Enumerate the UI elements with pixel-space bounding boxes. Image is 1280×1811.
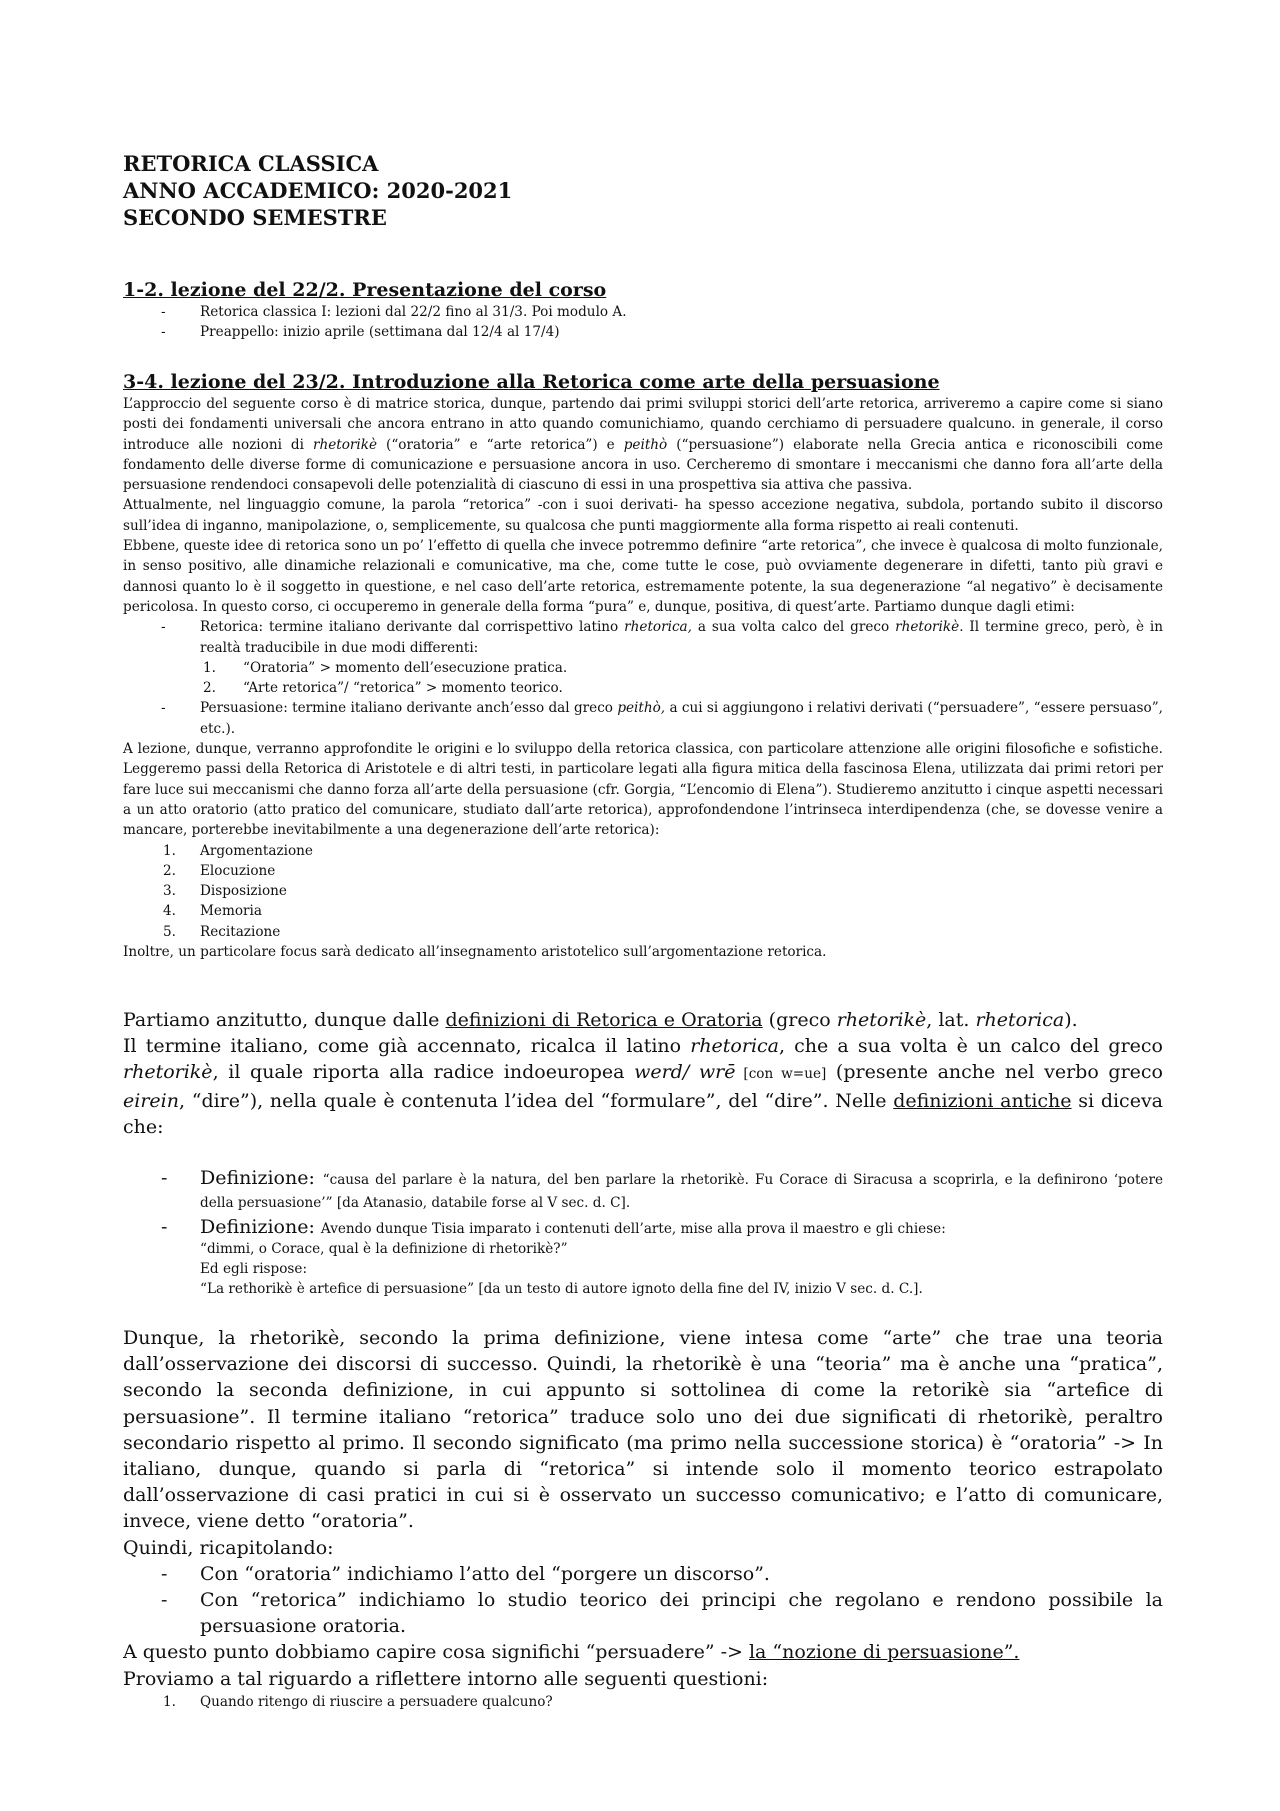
definition-item: - Definizione: “causa del parlare è la natura, del ben parlare la rhetorikè. Fu Corace di Siracusa a scoprirla, e la definirono ‘potere della persuasione’” [da Atanasio, databile forse al V sec. d. C]. [123,1167,1163,1213]
sub-list [123,658,1163,699]
list-item: 1. “Oratoria” > momento dell’esecuzione pratica. [203,659,568,676]
lesson-2-body [123,394,1163,962]
academic-year: ANNO ACCADEMICO: 2020-2021 [123,178,513,203]
lesson-2-title: 3-4. lezione del 23/2. Introduzione alla Retorica come arte della persuasione [123,371,940,393]
list-item: - Retorica: termine italiano derivante dal corrispettivo latino rhetorica, a sua volta calco del greco rhetorikè. Il termine greco, però, è in realtà traducibile in due modi differenti: 1. “Oratoria” > momento dell’esecuzione pratica. 2. “Arte retorica”/ “retorica” > momento teorico. [123,617,1163,698]
paragraph: Partiamo anzitutto, dunque dalle definizioni di Retorica e Oratoria (greco rhetorikè, lat. rhetorica). [123,1009,1078,1031]
paragraph: Proviamo a tal riguardo a riflettere intorno alle seguenti questioni: [123,1667,769,1690]
quote-line: “La rethorikè è artefice di persuasione” [da un testo di autore ignoto della fine del IV, inizio V sec. d. C.]. [200,1281,923,1297]
paragraph: L’approccio del seguente corso è di matrice storica, dunque, partendo dai primi sviluppi storici dell’arte retorica, arriveremo a capire come si siano posti dei fondamenti universali che ancora entrano in atto quando comunichiamo, quando cerchiamo di persuadere qualcuno. in generale, il corso introduce alle nozioni di rhetorikè (“oratoria” e “arte retorica”) e peithò (“persuasione”) elaborate nella Grecia antica e riconoscibili come fondamento delle diverse forme di comunicazione e persuasione ancora in uso. Cercheremo di smontare i meccanismi che danno fora all’arte della persuasione rendendoci consapevoli delle potenzialità di ciascuno di essi in una prospettiva sia attiva che passiva. [123,396,1164,494]
list-item: 2. “Arte retorica”/ “retorica” > momento teorico. [203,680,563,697]
list-item: 1. Argomentazione [163,842,313,859]
definition-item: - Definizione: Avendo dunque Tisia imparato i contenuti dell’arte, mise alla prova il maestro e gli chiese: “dimmi, o Corace, qual è la definizione di rhetorikè?” Ed egli rispose: “La rethorikè è artefice di persuasione” [da un testo di autore ignoto della fine del IV, inizio V sec. d. C.]. [123,1216,1163,1299]
definitions-list [123,1167,1163,1299]
lesson-1-title: 1-2. lezione del 22/2. Presentazione del corso [123,279,607,301]
paragraph: A questo punto dobbiamo capire cosa significhi “persuadere” -> la “nozione di persuasione”. [123,1641,1020,1664]
list-item: - Persuasione: termine italiano derivante anch’esso dal greco peithò, a cui si aggiungono i relativi derivati (“persuadere”, “essere persuaso”, etc.). [123,698,1163,739]
list-item: 1. Quando ritengo di riuscire a persuadere qualcuno? [163,1693,553,1710]
paragraph: Il termine italiano, come già accennato, ricalca il latino rhetorica, che a sua volta è un calco del greco rhetorikè, il quale riporta alla radice indoeuropea werd/ wrē [con w=ue] (presente anche nel verbo greco eirein, “dire”), nella quale è contenuta l’idea del “formulare”, del “dire”. Nelle definizioni antiche si diceva che: [123,1035,1164,1138]
paragraph: A lezione, dunque, verranno approfondite le origini e lo sviluppo della retorica classica, con particolare attenzione alle origini filosofiche e sofistiche. Leggeremo passi della Retorica di Aristotele e di altri testi, in particolare legati alla figura mitica della fascinosa Elena, utilizzata dai primi retori per fare luce sui meccanismi che danno forza all’arte della persuasione (cfr. Gorgia, “L’encomio di Elena”). Studieremo anzitutto i cinque aspetti necessari a un atto oratorio (atto pratico del comunicare, studiato dall’arte retorica), approfondendone l’intrinseca interdipendenza (che, se dovesse venire a mancare, porterebbe inevitabilmente a una degenerazione dell’arte retorica): [123,741,1163,839]
list-item: - Con “oratoria” indichiamo l’atto del “porgere un discorso”. [123,1561,1163,1587]
paragraph: Dunque, la rhetorikè, secondo la prima definizione, viene intesa come “arte” che trae una teoria dall’osservazione dei discorsi di successo. Quindi, la rhetorikè è una “teoria” ma è anche una “pratica”, secondo la seconda definizione, in cui appunto si sottolinea di come la retorikè sia “artefice di persuasione”. Il termine italiano “retorica” traduce solo uno dei due significati di rhetorikè, peraltro secondario rispetto al primo. Il secondo significato (ma primo nella successione storica) è “oratoria” -> In italiano, dunque, quando si parla di “retorica” si intende solo il momento teorico estrapolato dall’osservazione di casi pratici in cui si è osservato un successo comunicativo; e l’atto di comunicare, invece, viene detto “oratoria”. [123,1327,1163,1533]
course-title: RETORICA CLASSICA [123,151,379,176]
paragraph: Inoltre, un particolare focus sarà dedicato all’insegnamento aristotelico sull’argomentazione retorica. [123,944,827,961]
list-item: 4. Memoria [163,903,262,920]
paragraph: Quindi, ricapitolando: [123,1536,334,1559]
list-item: 2. Elocuzione [163,862,276,879]
etymology-list [123,617,1163,739]
list-item: 3. Disposizione [163,883,287,900]
lesson-2-section [123,370,1163,962]
definitions-section [123,1007,1163,1140]
list-item: - Retorica classica I: lezioni dal 22/2 fino al 31/3. Poi modulo A. [123,302,1163,322]
paragraph: Attualmente, nel linguaggio comune, la parola “retorica” -con i suoi derivati- ha spesso accezione negativa, subdola, portando subito il discorso sull’idea di inganno, manipolazione, o, semplicemente, su qualcosa che punti maggiormente alla forma rispetto ai reali contenuti. [123,497,1163,534]
paragraph: Ebbene, queste idee di retorica sono un po’ l’effetto di quella che invece potremmo definire “arte retorica”, che invece è qualcosa di molto funzionale, in senso positivo, alle dinamiche relazionali e comunicative, ma che, come tutte le cose, può ovviamente degenerare in difetti, tanto più gravi e dannosi quanto lo è il soggetto in questione, e nel caso dell’arte retorica, estremamente potente, la sua degenerazione “al negativo” è decisamente pericolosa. In questo corso, ci occuperemo in generale della forma “pura” e, dunque, positiva, di quest’arte. Partiamo dunque dagli etimi: [123,538,1163,615]
definitions-list-section [123,1167,1163,1299]
list-item: 5. Recitazione [163,923,281,940]
quote-line: Ed egli rispose: [200,1261,308,1277]
lesson-1-list [123,302,1163,343]
semester: SECONDO SEMESTRE [123,205,387,230]
recap-list [123,1561,1163,1640]
questions-list [123,1692,1163,1712]
summary-section [123,1325,1163,1712]
list-item: - Con “retorica” indichiamo lo studio teorico dei principi che regolano e rendono possibile la persuasione oratoria. [123,1587,1163,1639]
quote-line: “dimmi, o Corace, qual è la definizione di rhetorikè?” [200,1241,568,1257]
document-header [123,150,512,231]
list-item: - Preappello: inizio aprile (settimana dal 12/4 al 17/4) [123,322,1163,342]
lesson-1-section [123,278,1163,343]
aspects-list [123,841,1163,942]
